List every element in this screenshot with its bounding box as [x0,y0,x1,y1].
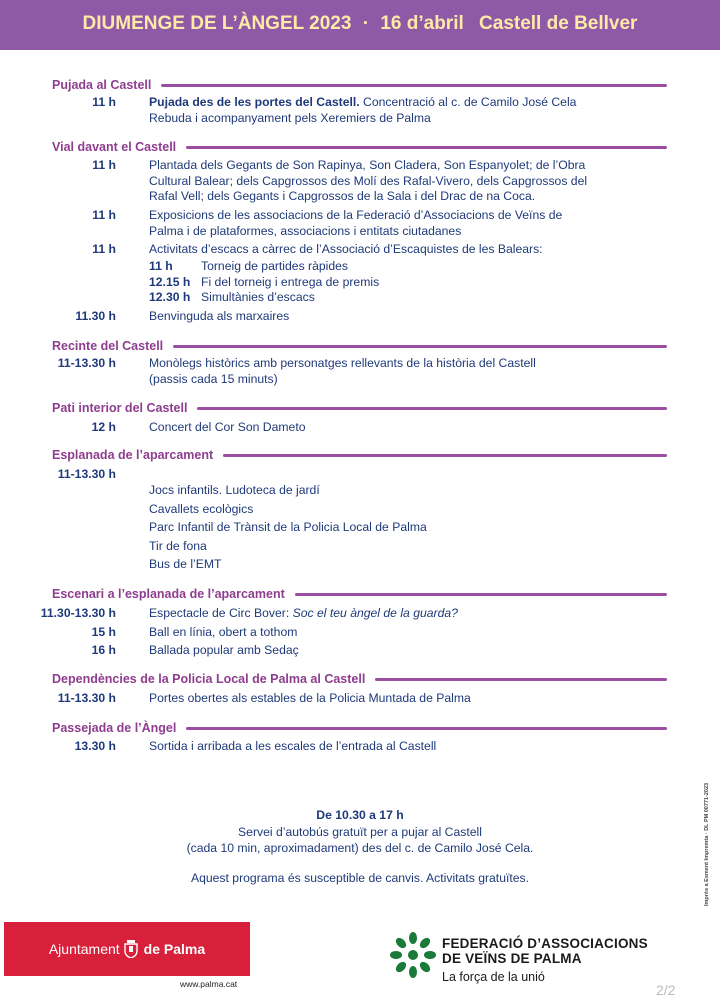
imprint-note: Imprès a Esment Impremta · DL PM 00771-2023 [704,782,710,906]
list-item: Jocs infantils. Ludoteca de jardí [149,483,320,497]
row-time: 15 h [91,625,116,639]
section-title: Recinte del Castell [52,339,164,353]
program-note: Aquest programa és susceptible de canvis. Activitats gratuïtes. [190,871,530,885]
section-header [52,399,667,417]
row-time: 11.30 h [75,309,116,323]
row-description [149,208,669,239]
list-item: Tir de fona [149,538,207,553]
row-time: 11.30-13.30 h [40,606,116,620]
ajuntament-prefix: Ajuntament [48,941,120,957]
row-description [149,158,669,205]
row-time: 11 h [92,158,116,172]
header-event: DIUMENGE DE L’ÀNGEL 2023 [82,13,352,34]
sub-time: 12.30 h [149,290,191,304]
website-url: www.palma.cat [180,979,238,989]
row-line: Benvinguda als marxaires [149,309,290,323]
sub-row [149,275,379,291]
section-header [52,585,667,603]
section-header [52,76,667,94]
row-time: 11 h [92,242,116,256]
section-divider [295,593,667,596]
row-time: 13.30 h [74,739,116,753]
row-line: Rafal Vell; dels Gegants i Capgrossos de la Sala i del Drac de na Coca. [149,189,536,203]
section-divider [375,678,667,681]
section-header [52,719,667,737]
page-header [0,0,720,50]
section-divider [197,407,667,410]
list-item: Cavallets ecològics [149,501,254,516]
row-line: Cultural Balear; dels Capgrossos des Molí des Rafal-Vivero, dels Capgrossos del [149,173,588,188]
row-line: Activitats d’escacs a càrrec de l’Associació d’Escaquistes de les Balears: [149,242,543,256]
row-line: Monòlegs històrics amb personatges rellevants de la història del Castell [149,356,536,370]
section-header [52,446,667,464]
federacio-leaf-icon [390,932,436,978]
row-time: 11 h [92,208,116,222]
row-description [149,625,669,641]
federacio-name-line2: DE VEÏNS DE PALMA [442,951,582,966]
row-description [149,356,669,387]
row-time: 11 h [92,95,116,109]
ajuntament-logo [4,922,250,976]
federacio-tagline: La força de la unió [442,970,545,984]
row-line: Plantada dels Gegants de Son Rapinya, Son Cladera, Son Espanyolet; de l’Obra [149,158,586,172]
federacio-logo [390,932,680,988]
row-line: Ball en línia, obert a tothom [149,625,298,639]
row-description [149,739,669,755]
section-divider [186,146,667,149]
row-text: Concentració al c. de Camilo José Cela [359,95,577,109]
section-title: Escenari a l’esplanada de l’aparcament [52,587,285,601]
row-description [149,643,669,659]
section-title: Dependències de la Policia Local de Palma al Castell [52,672,366,686]
sub-text: Torneig de partides ràpides [201,259,349,273]
palma-crest-icon [124,940,138,958]
ajuntament-name: de Palma [143,941,206,957]
section-header [52,337,667,355]
sub-time: 12.15 h [149,274,191,289]
row-italic: Soc el teu àngel de la guarda? [292,606,458,620]
row-time: 11-13.30 h [57,467,116,481]
sub-text: Simultànies d’escacs [201,290,315,304]
section-title: Passejada de l’Àngel [52,721,177,735]
row-text: Espectacle de Circ Bover: [149,606,293,620]
list-item: Parc Infantil de Trànsit de la Policia Local de Palma [149,520,427,534]
bus-line: Servei d’autobús gratuït per a pujar al Castell [238,824,482,839]
section-title: Esplanada de l’aparcament [52,448,214,462]
row-time: 11-13.30 h [57,356,116,370]
sub-time: 11 h [149,259,173,273]
row-line: Concert del Cor Son Dameto [149,420,306,434]
page-number: 2/2 [656,982,676,998]
row-line: Palma i de plataformes, associacions i entitats ciutadanes [149,223,462,238]
row-time: 12 h [91,420,116,434]
row-line: Rebuda i acompanyament pels Xeremiers de Palma [149,110,431,125]
row-description [149,309,669,325]
row-description [149,606,669,622]
bus-info [0,807,720,857]
row-description [149,691,669,707]
sub-row [149,259,379,275]
row-description [149,242,669,258]
header-separator: · [362,13,370,34]
activity-list [149,481,427,574]
row-lead: Pujada des de les portes del Castell. [149,95,360,109]
row-description [149,420,669,436]
federacio-name-line1: FEDERACIÓ D’ASSOCIACIONS [442,936,648,951]
row-description [149,95,669,126]
section-divider [161,84,667,87]
bus-hours: De 10.30 a 17 h [316,808,404,822]
row-line: Exposicions de les associacions de la Federació d’Associacions de Veïns de [149,208,563,222]
section-divider [173,345,667,348]
bus-line: (cada 10 min, aproximadament) des del c. de Camilo José Cela. [186,841,534,855]
row-line: Portes obertes als estables de la Policia Muntada de Palma [149,691,471,705]
section-title: Pujada al Castell [52,78,152,92]
sub-schedule [149,259,379,306]
section-header [52,670,667,688]
header-date: 16 d’abril [380,13,464,34]
row-time: 11-13.30 h [57,691,116,705]
row-line: Ballada popular amb Sedaç [149,643,299,657]
list-item: Bus de l’EMT [149,557,222,571]
sub-text: Fi del torneig i entrega de premis [201,274,380,289]
section-title: Vial davant el Castell [52,140,177,154]
header-place: Castell de Bellver [479,13,638,34]
section-divider [223,454,667,457]
row-time: 16 h [91,643,116,657]
section-title: Pati interior del Castell [52,401,188,415]
section-header [52,138,667,156]
row-line: Sortida i arribada a les escales de l’entrada al Castell [149,739,437,753]
section-divider [186,727,667,730]
sub-row [149,290,379,306]
row-line: (passis cada 15 minuts) [149,371,278,386]
